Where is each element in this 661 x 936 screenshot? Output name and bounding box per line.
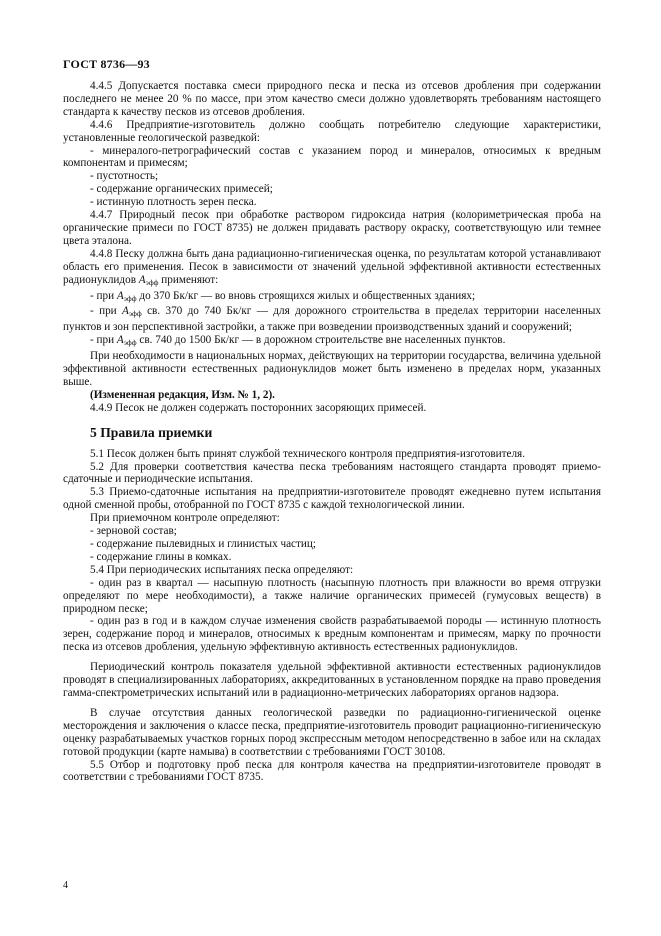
spacer — [63, 700, 601, 707]
para-5-1: 5.1 Песок должен быть принят службой технического контроля предприятия-изготовителя. — [90, 447, 525, 460]
use-text: св. 370 до 740 Бк/кг — для дорожного строительства в пределах территории населенных пунктов и зон перспективной застройки, а также при возведении производственных зданий и сооружений; — [63, 305, 601, 334]
page-number: 4 — [63, 880, 68, 891]
para-4-4-9: 4.4.9 Песок не должен содержать посторонних засоряющих примесей. — [90, 401, 427, 414]
para-5-3: 5.3 Приемо-сдаточные испытания на предприятии-изготовителе проводят ежедневно путем испытания одной сменной пробы, отобранной по ГОСТ 8735 с каждой технологической линии. — [63, 486, 601, 512]
para-4-4-8-text: 4.4.8 Песку должна быть дана радиационно-гигиеническая оценка, по результатам которой устанавливают область его применения. Песок в зависимости от значений удельной эффективной активности естественных радионуклидов — [63, 247, 601, 286]
para-5-4: 5.4 При периодических испытаниях песка определяют: — [90, 563, 354, 576]
use-prefix: - при — [90, 305, 117, 318]
list-item: - содержание органических примесей; — [90, 183, 273, 196]
para-4-4-8-tail: применяют: — [161, 273, 219, 286]
symbol-a: А — [122, 305, 129, 318]
list-item: - один раз в квартал — насыпную плотность (насыпную плотность при влажности во время отгрузки определяют по мере необходимости), а также наличие органических примесей (гумусовых веществ) в природном песке; — [63, 576, 601, 615]
para-5-5: 5.5 Отбор и подготовку проб песка для контроля качества на предприятии-изготовителе проводят в соответствии с требованиями ГОСТ 8735. — [63, 758, 601, 784]
symbol-a: А — [138, 273, 146, 286]
para-4-4-7: 4.4.7 Природный песок при обработке раствором гидроксида натрия (колориметрическая проба на органические примеси по ГОСТ 8735) не должен придавать раствору окраску, соответствующую или темнее цвета эталона. — [63, 209, 601, 247]
list-item: - содержание пылевидных и глинистых частиц; — [90, 538, 316, 550]
page-header-standard-code: ГОСТ 8736—93 — [63, 57, 150, 71]
para-periodic-control: Периодический контроль показателя удельной эффективной активности естественных радионуклидов проводят в специализированных лабораториях, аккредитованных в установленном порядке на право проведения гамма-спектрометрических испытаний или в радиационно-метрических лабораториях органов надзора. — [63, 661, 601, 699]
use-text: до 370 Бк/кг — во вновь строящихся жилых и общественных зданиях; — [139, 289, 476, 302]
use-item-2 — [63, 305, 601, 334]
symbol-sub: эфф — [128, 309, 142, 319]
symbol-sub: эфф — [123, 293, 137, 303]
amendment-note: (Измененная редакция, Изм. № 1, 2). — [90, 388, 275, 401]
spacer — [63, 654, 601, 661]
use-item-1 — [63, 290, 601, 306]
list-item: - пустотность; — [90, 170, 159, 183]
para-4-4-6: 4.4.6 Предприятие-изготовитель должно сообщать потребителю следующие характеристики, установленные геологической разведкой: — [63, 118, 601, 144]
para-acceptance-control: При приемочном контроле определяют: — [90, 512, 280, 525]
list-item: - зерновой состав; — [90, 525, 177, 538]
list-item: - минералого-петрографический состав с указанием пород и минералов, относимых к вредным компонентам и примесям; — [63, 144, 601, 170]
para-4-4-8 — [63, 248, 601, 290]
symbol-a: А — [116, 289, 124, 302]
symbol-a: А — [116, 334, 124, 347]
use-text: св. 740 до 1500 Бк/кг — в дорожном строительстве вне населенных пунктов. — [139, 334, 506, 347]
para-5-2: 5.2 Для проверки соответствия качества песка требованиям настоящего стандарта проводят приемо-сдаточные и периодические испытания. — [63, 460, 601, 486]
symbol-sub: эфф — [123, 338, 137, 348]
para-4-4-8-note: При необходимости в национальных нормах, действующих на территории государства, величина удельной эффективной активности естественных радионуклидов может быть изменено в пределах норм, указанных выше. — [63, 350, 601, 388]
use-item-3 — [63, 334, 601, 350]
list-item: - один раз в год и в каждом случае изменения свойств разрабатываемой породы — истинную плотность зерен, содержание пород и минералов, относимых к вредным компонентам и примесям, марку по прочности песка из отсевов дробления, удельную эффективную активность естественных радионуклидов. — [63, 615, 601, 654]
use-prefix: - при — [90, 334, 115, 347]
use-prefix: - при — [90, 289, 115, 302]
section-5-title: 5 Правила приемки — [90, 424, 213, 440]
list-item: - истинную плотность зерен песка. — [90, 196, 257, 209]
list-item: - содержание глины в комках. — [90, 550, 232, 563]
para-4-4-5: 4.4.5 Допускается поставка смеси природного песка и песка из отсевов дробления при содержании последнего не менее 20 % по массе, при этом качество смеси должно удовлетворять требованиям настоящего стандарта к качеству песков из отсевов дробления. — [63, 80, 601, 118]
document-body — [63, 80, 601, 784]
symbol-sub: эфф — [145, 277, 159, 287]
para-no-geology-data: В случае отсутствия данных геологической разведки по радиационно-гигиенической оценке месторождения и заключения о классе песка, предприятие-изготовитель проводит рациационно-гигиеническую оценку разрабатываемых участков горных пород экспрессным методом непосредственно в забое или на складах готовой продукции (карте намыва) в соответствии с требованиями ГОСТ 30108. — [63, 706, 601, 758]
